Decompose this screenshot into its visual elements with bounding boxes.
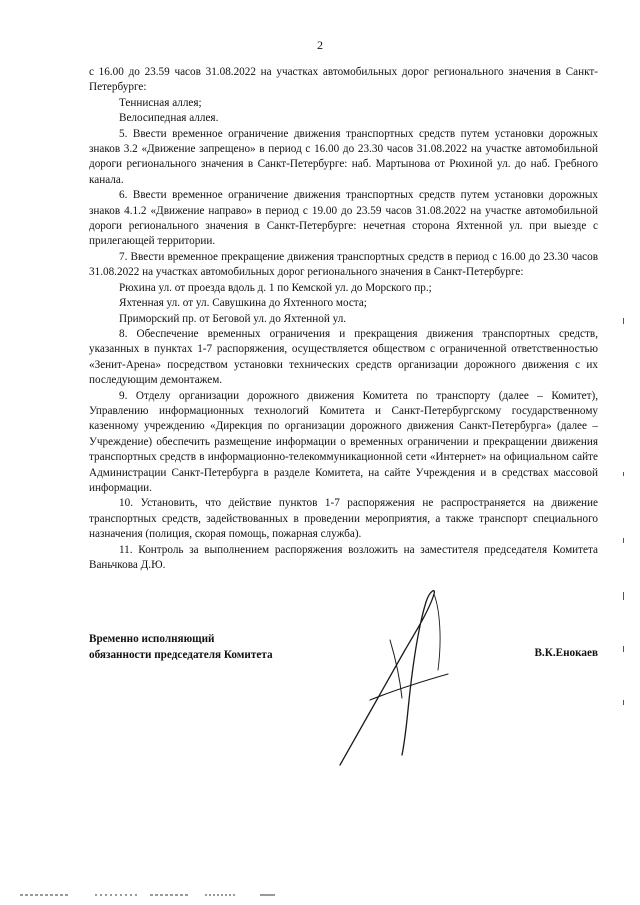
scan-speck	[623, 592, 624, 600]
document-body	[89, 65, 598, 573]
paragraph-item-11: 11. Контроль за выполнением распоряжения возложить на заместителя председателя Комитета Ваньчкова Д.Ю.	[89, 543, 598, 571]
paragraph-item-8: 8. Обеспечение временных ограничения и прекращения движения транспортных средств, указанных в пунктах 1-7 распоряжения, осуществляется обществом с ограниченной ответственностью «Зенит-Арена» посредством установки технических средств организации дорожного движения с их последующим демонтажем.	[89, 327, 598, 387]
paragraph-item-10: 10. Установить, что действие пунктов 1-7 распоряжения не распространяется на движение транспортных средств, задействованных в проведении мероприятия, а также транспорт специального назначения (полиция, скорая помощь, пожарная служба).	[89, 497, 598, 541]
paragraph-item-6: 6. Ввести временное ограничение движения транспортных средств путем установки дорожных знаков 4.1.2 «Движение направо» в период с 19.00 до 23.59 часов 31.08.2022 на участке автомобильной дороги регионального значения в Санкт-Петербурге: нечетная сторона Яхтенной ул. при выезде с прилегающей территории.	[89, 189, 598, 248]
scan-speck	[623, 472, 624, 476]
scan-speck	[623, 318, 624, 324]
signer-title	[89, 631, 273, 663]
list-item: Велосипедная аллея.	[119, 112, 219, 125]
paragraph-item-7: 7. Ввести временное прекращение движения транспортных средств в период с 16.00 до 23.30 часов 31.08.2022 на участках автомобильных дорог регионального значения в Санкт-Петербурге:	[89, 250, 598, 279]
scan-speck	[623, 538, 624, 543]
page-number: 2	[317, 38, 323, 52]
paragraph-continuation: с 16.00 до 23.59 часов 31.08.2022 на участках автомобильных дорог регионального значения в Санкт-Петербурге:	[89, 66, 598, 94]
signer-name: В.К.Енокаев	[534, 647, 598, 659]
handwritten-signature	[330, 580, 460, 780]
signer-title-line-1: Временно исполняющий	[89, 633, 215, 645]
list-item: Рюхина ул. от проезда вдоль д. 1 по Кемской ул. до Морского пр.;	[119, 281, 432, 294]
list-item: Теннисная аллея;	[119, 96, 202, 109]
scan-edge-marks	[0, 893, 640, 897]
list-item: Яхтенная ул. от ул. Савушкина до Яхтенного моста;	[119, 297, 367, 310]
scan-speck	[623, 700, 624, 705]
signer-title-line-2: обязанности председателя Комитета	[89, 649, 273, 661]
scan-speck	[623, 646, 624, 652]
paragraph-item-9: 9. Отделу организации дорожного движения Комитета по транспорту (далее – Комитет), Управлению информационных технологий Комитета и Санкт-Петербургскому государственному казенному учреждению «Дирекция по организации дорожного движения Санкт-Петербурга» (далее – Учреждение) обеспечить размещение информации о временных ограничении и прекращении движения транспортных средств в информационно-телекоммуникационной сети «Интернет» на официальном сайте Администрации Санкт-Петербурга в разделе Комитета, на сайте Учреждения и в средствах массовой информации.	[89, 389, 598, 494]
list-item: Приморский пр. от Беговой ул. до Яхтенной ул.	[119, 312, 347, 325]
paragraph-item-5: 5. Ввести временное ограничение движения транспортных средств путем установки дорожных знаков 3.2 «Движение запрещено» в период с 16.00 до 23.30 часов 31.08.2022 на участке автомобильной дороги регионального значения в Санкт-Петербурге: наб. Мартынова от Рюхиной ул. до наб. Гребного канала.	[89, 127, 598, 186]
